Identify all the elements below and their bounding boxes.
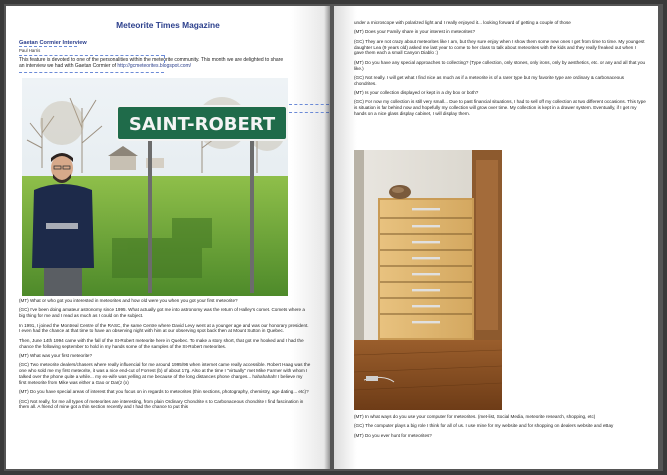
intro-link[interactable]: http://gcmeteorites.blogspot.com/ (117, 63, 192, 70)
right-body-text (354, 20, 647, 121)
annotation-guide (19, 46, 77, 47)
interview-paragraph: (MT) In what ways do you use your computer for meteorites. (met-list, Social Media, meteorite research, shopping, etc) (354, 414, 596, 419)
interview-paragraph: (GC) For now my collection is still very small... Due to past financial situations, I had to sell off my collection at two different occasions. This type is situation is far behind now and hopefully my collection will grow over time. My collection is kept in a drawer system. Eventually, if I get my hands on a nice glass display cabinet, I will display them. (354, 99, 646, 117)
interview-paragraph: (GC) The computer plays a big role I think for all of us. I use mine for my website and for shopping on dealers website and eBay (354, 423, 614, 429)
collection-cabinet-photo (354, 150, 502, 410)
byline: Paul Harris (19, 48, 41, 53)
annotation-guide (19, 72, 164, 73)
annotation-guide (164, 55, 165, 63)
interview-paragraph: (MT) Do you have special areas of interest that you focus on in regards to meteorites (thin sections, photography, chemistry, age dating... etc)? (19, 389, 309, 395)
interview-paragraph: In 1991, I joined the Montreal Centre of the RASC, the same Centre where David Levy went at a younger age and was our honorary president. I even had the chance at that time to have an observing night with him at our observing spot back then at Mount Sutton in Quebec. (19, 322, 309, 334)
interview-paragraph: (MT) Does your Family share in your interest in meteorites? (354, 29, 476, 35)
interview-paragraph: (MT) What or who got you interested in meteorites and how old were you when you got your first meteorite? (19, 298, 238, 303)
interview-paragraph: (GC) They are not crazy about meteorites like I am, but they sure enjoy when I show them some new ones I get from time to time. My youngest daughter Lea (9 years old) asked me last year to come to her class to talk about meteorites with the kids and they really freaked out when I gave them each a small Canyon Diablo :) (354, 38, 645, 56)
left-body-text (19, 298, 311, 414)
interview-paragraph: (GC) I've been doing amateur astronomy since 1995. What actually got me into astronomy was the return of Halley's comet. Comets where a big thing for me and I read as much as I could on the subject. (19, 307, 305, 319)
interview-paragraph: (GC) Two meteorite dealers/chasers where really influencial for me around 1995/96 when internet came really accessible. Robert Haag was the one who sold me my first meteorite, it was a nice end-cut of Forrest (b) of about 17g. Also at the time I "virtually" met Mike Farmer with whom I talked over the phone quite a while... my ex-wife was yelling at me because of the long distances phone charges... hahahahah! I believe my first meteorite from Mike was either a Gao or Dar(z (x) (19, 362, 311, 385)
interview-paragraph: (GC) Not really, for me all types of meteorites are interesting, from plain Ordinary Chondrite s to Carbonaceous chondrite I find fascination in them all. A friend of mine got a thin section recently and I had the chance to put this (19, 398, 304, 410)
sign-text: SAINT-ROBERT (128, 114, 276, 135)
article-title: Gaetan Cormier Interview (19, 40, 87, 46)
interview-paragraph: (MT) What was your first meteorite? (19, 352, 93, 358)
intro-paragraph (19, 57, 289, 70)
right-page (334, 6, 658, 469)
annotation-guide (289, 104, 329, 105)
interview-paragraph: Then, June 14th 1994 came with the fall of the St-Robert meteorite here in Quebec. To make a story short, that got me hooked and I had the chance the following september to hold in my hands some of the samples of the St-Robert meteorites. (19, 337, 304, 349)
interview-paragraph: (MT) Is your collection displayed or kept in a dry box or both? (354, 90, 479, 96)
interview-paragraph: (MT) Do you have any special approaches to collecting? (Type collection, only stones, only irons, only by aesthetics, etc. or any and all that you like.) (354, 59, 646, 71)
saint-robert-sign-photo (22, 78, 288, 296)
magazine-spread (4, 4, 663, 471)
interview-paragraph: (MT) Do you ever hunt for meteorites? (354, 432, 432, 438)
annotation-guide (19, 55, 164, 56)
interview-paragraph: under a microscope with polarized light and I really enjoyed it... looking forward of getting a couple of those (354, 20, 571, 25)
interview-paragraph: (GC) Not really. I will get what I find nice as much as if a meteorite is of a rarer type but my favorite type are ordinary & carbonaceous chondrites. (354, 74, 625, 86)
left-page (6, 6, 330, 469)
right-bottom-text (354, 414, 647, 442)
intro-text: This feature is devoted to one of the personalities within the meteorite community. This month we are delighted to share an interview we had with Gaetan Cormier of (19, 57, 284, 70)
page-gutter-shadow (324, 6, 330, 469)
magazine-title: Meteorite Times Magazine (116, 20, 220, 30)
annotation-guide (289, 112, 329, 113)
